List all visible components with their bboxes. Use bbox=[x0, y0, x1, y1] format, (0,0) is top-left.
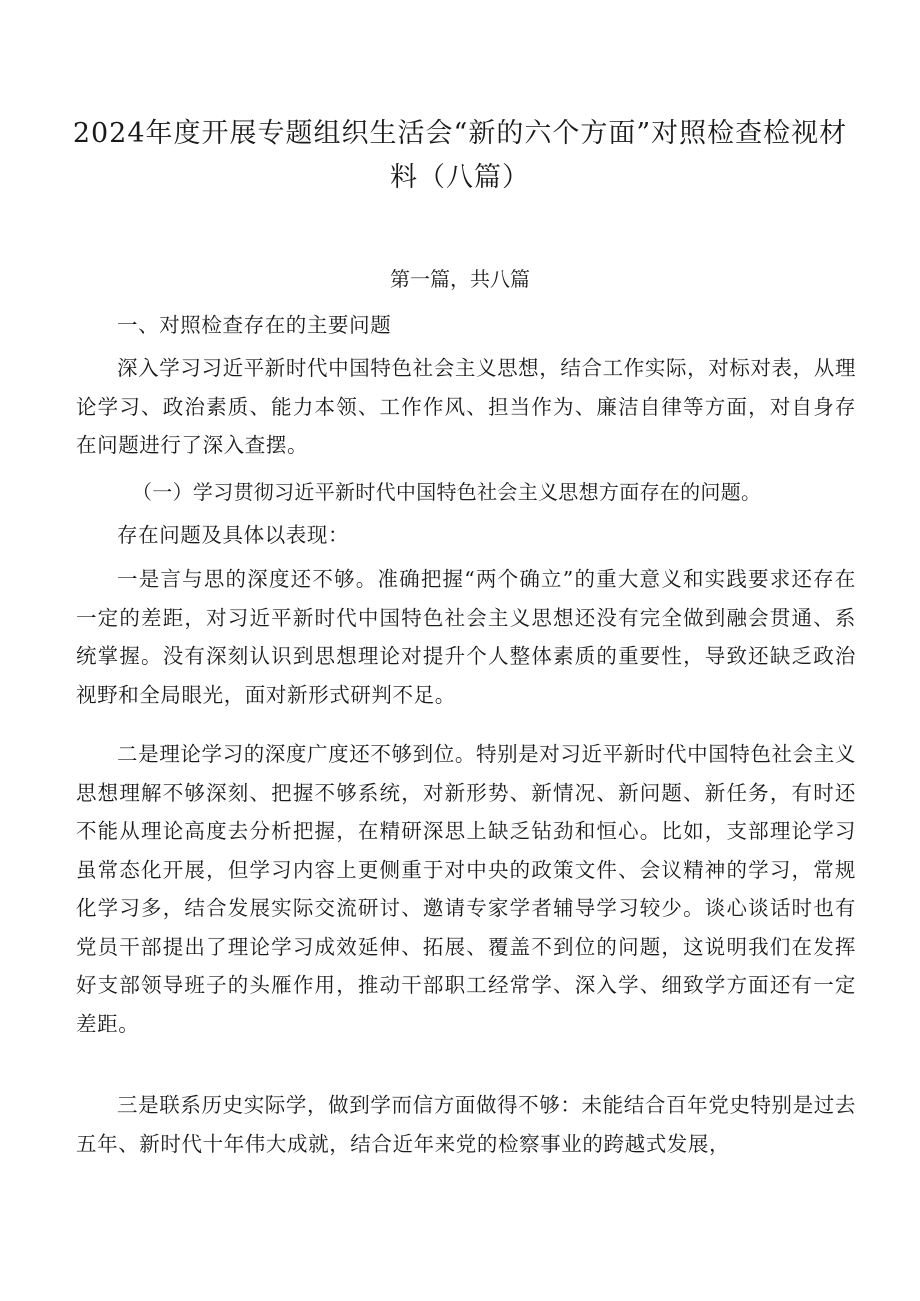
section-heading: 一、对照检查存在的主要问题 bbox=[117, 313, 392, 337]
document-title: 2024年度开展专题组织生活会“新的六个方面”对照检查检视材料（八篇） bbox=[72, 118, 848, 193]
intro-paragraph: 深入学习习近平新时代中国特色社会主义思想，结合工作实际，对标对表，从理论学习、政治素质、能力本领、工作作风、担当作为、廉洁自律等方面，对自身存在问题进行了深入查摆。 bbox=[76, 356, 856, 457]
paragraph-two: 二是理论学习的深度广度还不够到位。特别是对习近平新时代中国特色社会主义思想理解不够深刻、把握不够系统，对新形势、新情况、新问题、新任务，有时还不能从理论高度去分析把握，在精研深思上缺乏钻劲和恒心。比如，支部理论学习虽常态化开展，但学习内容上更侧重于对中央的政策文件、会议精神的学习，常规化学习多，结合发展实际交流研讨、邀请专家学者辅导学习较少。谈心谈话时也有党员干部提出了理论学习成效延伸、拓展、覆盖不到位的问题，这说明我们在发挥好支部领导班子的头雁作用，推动干部职工经常学、深入学、细致学方面还有一定差距。 bbox=[76, 742, 856, 1036]
paragraph-three: 三是联系历史实际学，做到学而信方面做得不够：未能结合百年党史特别是过去五年、新时代十年伟大成就，结合近年来党的检察事业的跨越式发展， bbox=[76, 1093, 856, 1156]
chapter-label: 第一篇，共八篇 bbox=[390, 267, 530, 291]
present-label: 存在问题及具体以表现： bbox=[117, 523, 350, 547]
paragraph-one: 一是言与思的深度还不够。准确把握“两个确立”的重大意义和实践要求还存在一定的差距，对习近平新时代中国特色社会主义思想还没有完全做到融会贯通、系统掌握。没有深刻认识到思想理论对提升个人整体素质的重要性，导致还缺乏政治视野和全局眼光，面对新形式研判不足。 bbox=[76, 567, 856, 707]
subheading: （一）学习贯彻习近平新时代中国特色社会主义思想方面存在的问题。 bbox=[132, 480, 762, 504]
